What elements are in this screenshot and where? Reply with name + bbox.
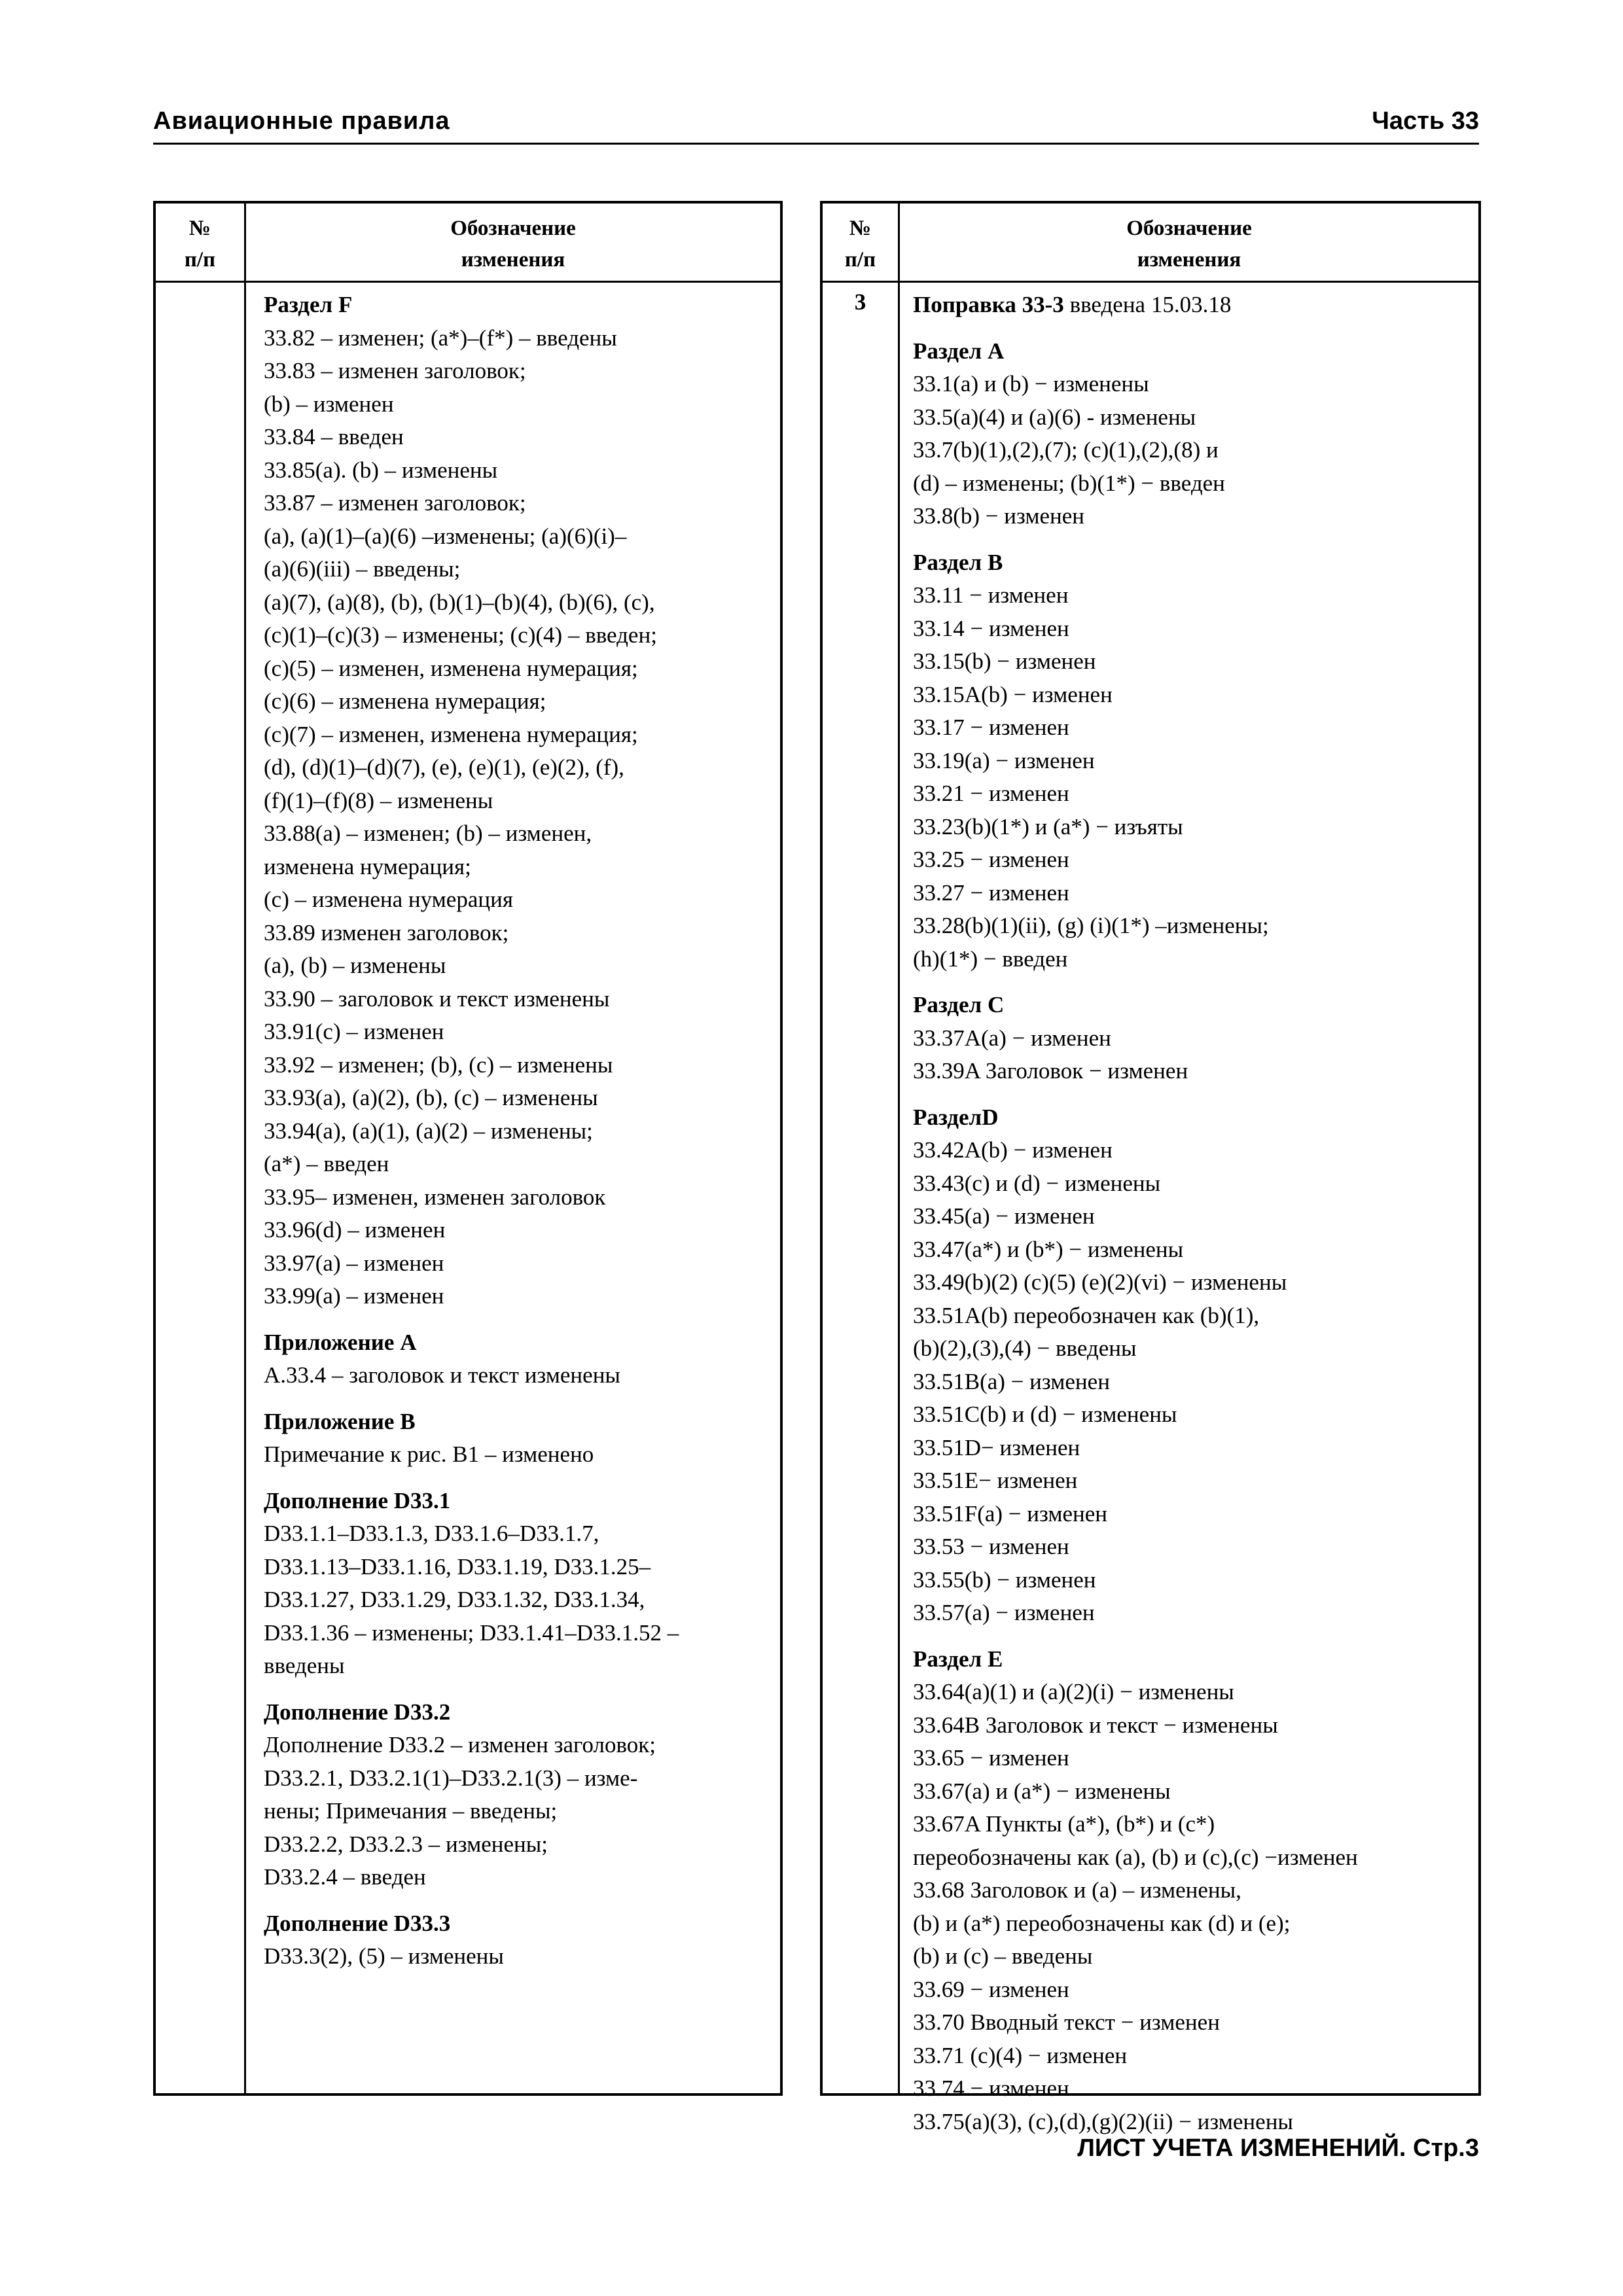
change-entry: 33.95– изменен, изменен заголовок xyxy=(264,1184,606,1210)
change-entry: 33.87 – изменен заголовок; xyxy=(264,490,526,516)
amendment-line xyxy=(913,289,1472,322)
change-entry: (d), (d)(1)–(d)(7), (e), (e)(1), (e)(2), (f), xyxy=(264,754,624,780)
section-title: Дополнение D33.2 xyxy=(264,1699,451,1725)
change-entry: 33.42A(b) − изменен xyxy=(913,1137,1113,1163)
change-entry: 33.11 − изменен xyxy=(913,582,1069,608)
header-num-line2: п/п xyxy=(184,248,216,272)
section-title: Раздел E xyxy=(913,1646,1003,1672)
change-entry: 33.55(b) − изменен xyxy=(913,1566,1096,1593)
change-entry: 33.89 изменен заголовок; xyxy=(264,919,509,945)
change-entry: (d) – изменены; (b)(1*) − введен xyxy=(913,470,1225,496)
change-entry: D33.1.27, D33.1.29, D33.1.32, D33.1.34, xyxy=(264,1587,645,1612)
block-spacer xyxy=(264,1683,774,1696)
column-divider xyxy=(244,203,246,2093)
change-entry: D33.2.2, D33.2.3 – изменены; xyxy=(264,1831,548,1857)
change-entry: 33.51F(a) − изменен xyxy=(913,1500,1108,1527)
change-entry: 33.67A Пункты (a*), (b*) и (c*) xyxy=(913,1811,1215,1837)
change-entry: (a)(6)(iii) – введены; xyxy=(264,556,461,582)
left-table xyxy=(153,201,783,2096)
change-entry: 33.75(a)(3), (c),(d),(g)(2)(ii) − изменены xyxy=(913,2108,1293,2134)
change-entry: 33.5(a)(4) и (a)(6) - изменены xyxy=(913,404,1196,430)
right-table xyxy=(820,201,1481,2134)
change-entry: Примечание к рис. B1 – изменено xyxy=(264,1441,594,1467)
change-entry: (b) и (c) – введены xyxy=(913,1943,1093,1969)
change-entry: 33.21 − изменен xyxy=(913,781,1069,806)
change-entry: 33.1(a) и (b) − изменены xyxy=(913,371,1149,397)
change-entry: 33.67(a) и (a*) − изменены xyxy=(913,1778,1171,1804)
change-entry: (a), (a)(1)–(a)(6) –изменены; (a)(6)(i)– xyxy=(264,523,627,549)
change-entry: 33.96(d) – изменен xyxy=(264,1217,446,1243)
block-spacer xyxy=(264,1472,774,1485)
change-entry: 33.51E− изменен xyxy=(913,1468,1078,1493)
change-entry: (c) – изменена нумерация xyxy=(264,887,513,912)
change-entry: 33.57(a) − изменен xyxy=(913,1600,1095,1625)
change-entry: 33.51C(b) и (d) − изменены xyxy=(913,1402,1177,1427)
header-desc-line2: изменения xyxy=(1137,248,1241,272)
document-title: Авиационные правила xyxy=(153,107,450,135)
change-entry: 33.17 − изменен xyxy=(913,715,1069,740)
change-entry: 33.28(b)(1)(ii), (g) (i)(1*) –изменены; xyxy=(913,913,1269,938)
change-entry: (a)(7), (a)(8), (b), (b)(1)–(b)(4), (b)(6), (c), xyxy=(264,589,655,615)
change-entry: 33.8(b) − изменен xyxy=(913,503,1085,529)
change-entry: (a), (b) – изменены xyxy=(264,953,446,978)
change-entry: (a*) – введен xyxy=(264,1151,389,1176)
change-entry: (c)(7) – изменен, изменена нумерация; xyxy=(264,721,638,747)
change-entry: 33.99(a) – изменен xyxy=(264,1283,444,1309)
change-entry: (h)(1*) − введен xyxy=(913,945,1068,972)
change-entry: (b) – изменен xyxy=(264,391,394,417)
change-entry: 33.82 – изменен; (a*)–(f*) – введены xyxy=(264,325,617,351)
change-entry: 33.37A(a) − изменен xyxy=(913,1025,1111,1051)
change-entry: 33.7(b)(1),(2),(7); (c)(1),(2),(8) и xyxy=(913,437,1219,463)
change-list xyxy=(264,289,774,1973)
change-entry: 33.69 − изменен xyxy=(913,1976,1069,2002)
header-cell-number xyxy=(823,203,898,281)
change-entry: 33.51B(a) − изменен xyxy=(913,1368,1110,1394)
change-entry: 33.90 – заголовок и текст изменены xyxy=(264,985,610,1012)
change-entry: D33.2.1, D33.2.1(1)–D33.2.1(3) – изме- xyxy=(264,1765,638,1791)
header-divider xyxy=(156,281,780,283)
amendment-label: Поправка 33-3 xyxy=(913,292,1064,317)
change-entry: 33.64B Заголовок и текст − изменены xyxy=(913,1712,1278,1738)
block-spacer xyxy=(913,533,1472,546)
section-title: Раздел F xyxy=(264,292,353,317)
change-entry: 33.65 − изменен xyxy=(913,1745,1069,1771)
change-entry: 33.74 − изменен xyxy=(913,2075,1069,2101)
column-divider xyxy=(898,203,900,2093)
header-desc-line1: Обозначение xyxy=(1126,217,1252,240)
header-num-line1: № xyxy=(849,217,872,240)
header-desc-line1: Обозначение xyxy=(450,217,576,240)
change-entry: 33.25 − изменен xyxy=(913,847,1069,872)
header-num-line1: № xyxy=(188,217,211,240)
block-spacer xyxy=(264,1313,774,1326)
header-cell-description xyxy=(900,203,1478,281)
change-entry: D33.1.13–D33.1.16, D33.1.19, D33.1.25– xyxy=(264,1553,651,1580)
change-entry: 33.39A Заголовок − изменен xyxy=(913,1058,1188,1084)
change-entry: изменена нумерация; xyxy=(264,853,471,879)
header-cell-description xyxy=(246,203,780,281)
section-title: Раздел C xyxy=(913,992,1005,1017)
change-entry: 33.15A(b) − изменен xyxy=(913,681,1113,707)
change-entry: 33.45(a) − изменен xyxy=(913,1203,1095,1229)
change-entry: D33.1.36 – изменены; D33.1.41–D33.1.52 – xyxy=(264,1619,679,1646)
change-entry: нены; Примечания – введены; xyxy=(264,1798,558,1824)
change-entry: 33.53 − изменен xyxy=(913,1534,1069,1559)
change-entry: (f)(1)–(f)(8) – изменены xyxy=(264,787,493,813)
change-entry: 33.93(a), (a)(2), (b), (c) – изменены xyxy=(264,1085,598,1110)
change-entry: D33.2.4 – введен xyxy=(264,1864,426,1890)
change-entry: 33.27 − изменен xyxy=(913,879,1069,906)
change-entry: (c)(1)–(c)(3) – изменены; (c)(4) – введен; xyxy=(264,622,657,648)
change-entry: 33.51A(b) переобозначен как (b)(1), xyxy=(913,1302,1260,1328)
section-title: Приложение A xyxy=(264,1329,417,1355)
change-entry: 33.15(b) − изменен xyxy=(913,648,1096,674)
change-entry: (b) и (a*) переобозначены как (d) и (e); xyxy=(913,1910,1291,1936)
change-entry: 33.51D− изменен xyxy=(913,1434,1080,1460)
change-entry: 33.84 – введен xyxy=(264,424,404,450)
header-divider xyxy=(823,281,1478,283)
section-title: Дополнение D33.1 xyxy=(264,1487,451,1513)
block-spacer xyxy=(913,1630,1472,1643)
change-entry: 33.14 − изменен xyxy=(913,615,1069,641)
change-entry: Дополнение D33.2 – изменен заголовок; xyxy=(264,1732,656,1757)
change-entry: 33.83 – изменен заголовок; xyxy=(264,358,526,383)
change-entry: переобозначены как (a), (b) и (c),(c) −изменен xyxy=(913,1844,1358,1870)
change-entry: введены xyxy=(264,1653,345,1678)
section-title: РазделD xyxy=(913,1104,999,1130)
section-title: Раздел B xyxy=(913,549,1003,575)
amendment-date: введена 15.03.18 xyxy=(1069,292,1232,317)
change-entry: 33.64(a)(1) и (a)(2)(i) − изменены xyxy=(913,1679,1234,1704)
change-entry: 33.49(b)(2) (c)(5) (e)(2)(vi) − изменены xyxy=(913,1269,1287,1295)
change-entry: 33.43(c) и (d) − изменены xyxy=(913,1170,1161,1196)
change-entry: 33.91(c) – изменен xyxy=(264,1019,444,1044)
change-entry: 33.23(b)(1*) и (a*) − изъяты xyxy=(913,813,1183,839)
change-entry: D33.1.1–D33.1.3, D33.1.6–D33.1.7, xyxy=(264,1521,599,1546)
header-desc-line2: изменения xyxy=(461,248,565,272)
change-entry: 33.97(a) – изменен xyxy=(264,1250,444,1276)
page-header xyxy=(153,105,1479,145)
header-num-line2: п/п xyxy=(844,248,876,272)
change-entry: 33.94(a), (a)(1), (a)(2) – изменены; xyxy=(264,1118,593,1144)
change-entry: (c)(6) – изменена нумерация; xyxy=(264,688,546,714)
change-list xyxy=(913,289,1472,2138)
header-cell-number xyxy=(156,203,244,281)
change-entry: 33.68 Заголовок и (a) – изменены, xyxy=(913,1877,1241,1903)
block-spacer xyxy=(264,1894,774,1907)
change-entry: 33.47(a*) и (b*) − изменены xyxy=(913,1236,1184,1262)
change-entry: (c)(5) – изменен, изменена нумерация; xyxy=(264,655,638,681)
block-spacer xyxy=(913,976,1472,989)
row-number: 3 xyxy=(854,289,866,315)
change-entry: 33.85(a). (b) – изменены xyxy=(264,457,498,483)
change-entry: (b)(2),(3),(4) − введены xyxy=(913,1335,1137,1361)
section-title: Дополнение D33.3 xyxy=(264,1910,451,1936)
change-entry: D33.3(2), (5) – изменены xyxy=(264,1943,504,1969)
change-entry: 33.71 (c)(4) − изменен xyxy=(913,2042,1128,2068)
change-entry: 33.88(a) – изменен; (b) – изменен, xyxy=(264,821,592,846)
change-entry: 33.19(a) − изменен xyxy=(913,747,1095,773)
document-part: Часть 33 xyxy=(1372,107,1479,135)
change-entry: 33.92 – изменен; (b), (c) – изменены xyxy=(264,1051,613,1078)
block-spacer xyxy=(264,1392,774,1405)
block-spacer xyxy=(913,1088,1472,1101)
section-title: Раздел A xyxy=(913,338,1005,364)
change-entry: 33.70 Вводный текст − изменен xyxy=(913,2009,1220,2035)
change-entry: A.33.4 – заголовок и текст изменены xyxy=(264,1362,620,1388)
page-footer: ЛИСТ УЧЕТА ИЗМЕНЕНИЙ. Стр.3 xyxy=(1077,2134,1479,2162)
section-title: Приложение B xyxy=(264,1408,416,1434)
block-spacer xyxy=(913,322,1472,335)
